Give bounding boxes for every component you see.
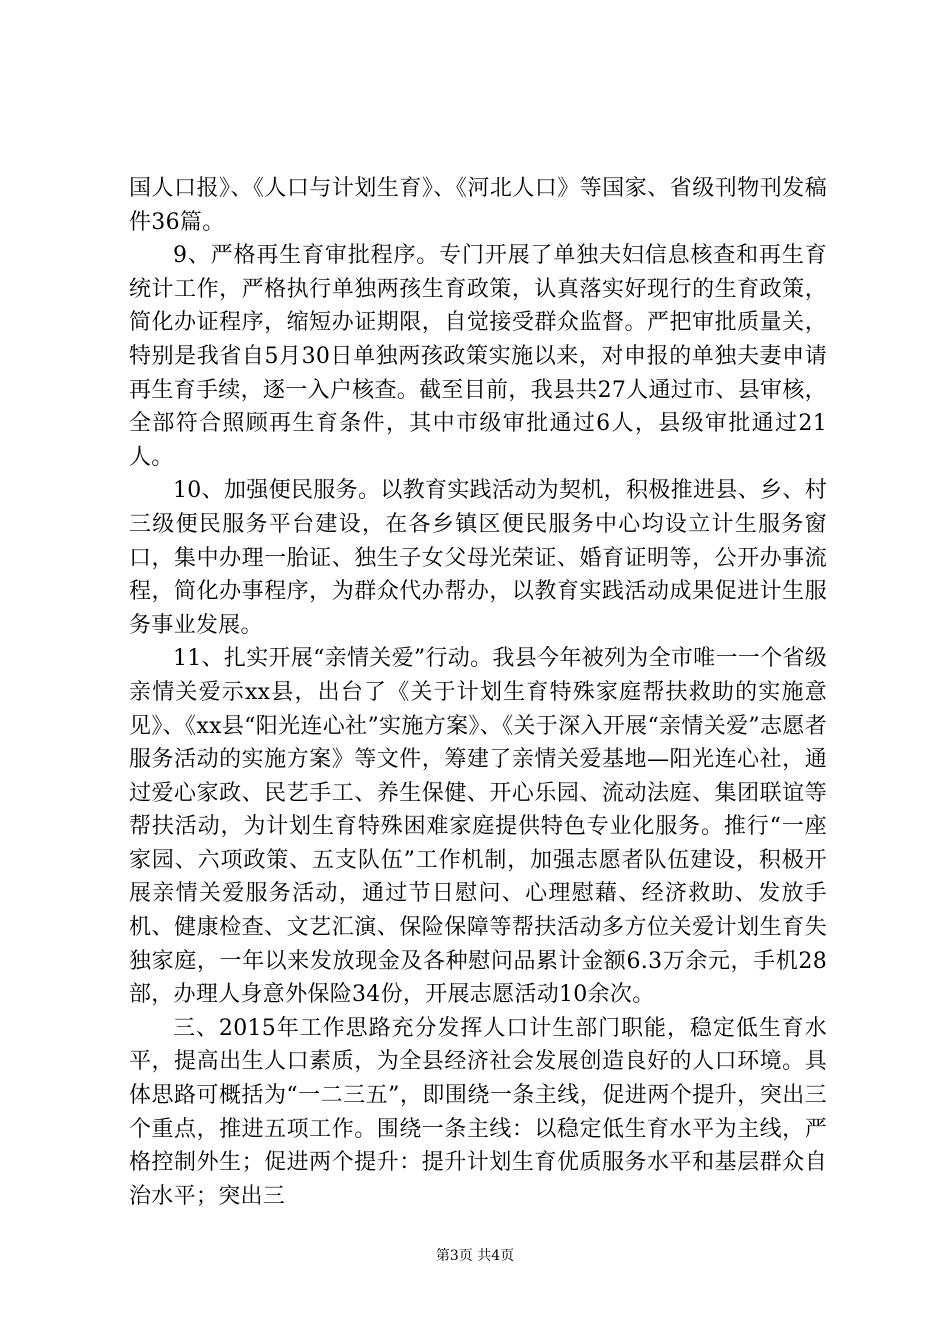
page-footer: 第3页 共4页 bbox=[435, 1248, 515, 1264]
paragraph-item-11: 11、扎实开展“亲情关爱”行动。我县今年被列为全市唯一一个省级亲情关爱示xx县，出台了《关于计划生育特殊家庭帮扶救助的实施意见》、《xx县“阳光连心社”实施方案》、《关于深入开展“亲情关爱”志愿者服务活动的实施方案》等文件，筹建了亲情关爱基地—阳光连心社，通过爱心家政、民艺手工、养生保健、开心乐园、流动法庭、集团联谊等帮扶活动，为计划生育特殊困难家庭提供特色专业化服务。推行“一座家园、六项政策、五支队伍”工作机制，加强志愿者队伍建设，积极开展亲情关爱服务活动，通过节日慰问、心理慰藉、经济救助、发放手机、健康检查、文艺汇演、保险保障等帮扶活动多方位关爱计划生育失独家庭，一年以来发放现金及各种慰问品累计金额6.3万余元，手机28部，办理人身意外保险34份，开展志愿活动10余次。 bbox=[129, 646, 827, 1008]
paragraph-item-9: 9、严格再生育审批程序。专门开展了单独夫妇信息核查和再生育统计工作，严格执行单独两孩生育政策，认真落实好现行的生育政策，简化办证程序，缩短办证期限，自觉接受群众监督。严把审批质量关，特别是我省自5月30日单独两孩政策实施以来，对申报的单独夫妻申请再生育手续，逐一入户核查。截至目前，我县共27人通过市、县审核，全部符合照顾再生育条件，其中市级审批通过6人，县级审批通过21人。 bbox=[129, 243, 827, 470]
document-body bbox=[129, 172, 827, 1213]
paragraph-item-10: 10、加强便民服务。以教育实践活动为契机，积极推进县、乡、村三级便民服务平台建设，在各乡镇区便民服务中心均设立计生服务窗口，集中办理一胎证、独生子女父母光荣证、婚育证明等，公开办事流程，简化办事程序，为群众代办帮办，以教育实践活动成果促进计生服务事业发展。 bbox=[129, 478, 827, 638]
paragraph-continuation: 国人口报》、《人口与计划生育》、《河北人口》等国家、省级刊物刊发稿件36篇。 bbox=[129, 176, 827, 235]
paragraph-section-3: 三、2015年工作思路充分发挥人口计生部门职能，稳定低生育水平，提高出生人口素质，为全县经济社会发展创造良好的人口环境。具体思路可概括为“一二三五”，即围绕一条主线，促进两个提升，突出三个重点，推进五项工作。围绕一条主线：以稳定低生育水平为主线，严格控制外生；促进两个提升：提升计划生育优质服务水平和基层群众自治水平；突出三 bbox=[129, 1015, 827, 1209]
